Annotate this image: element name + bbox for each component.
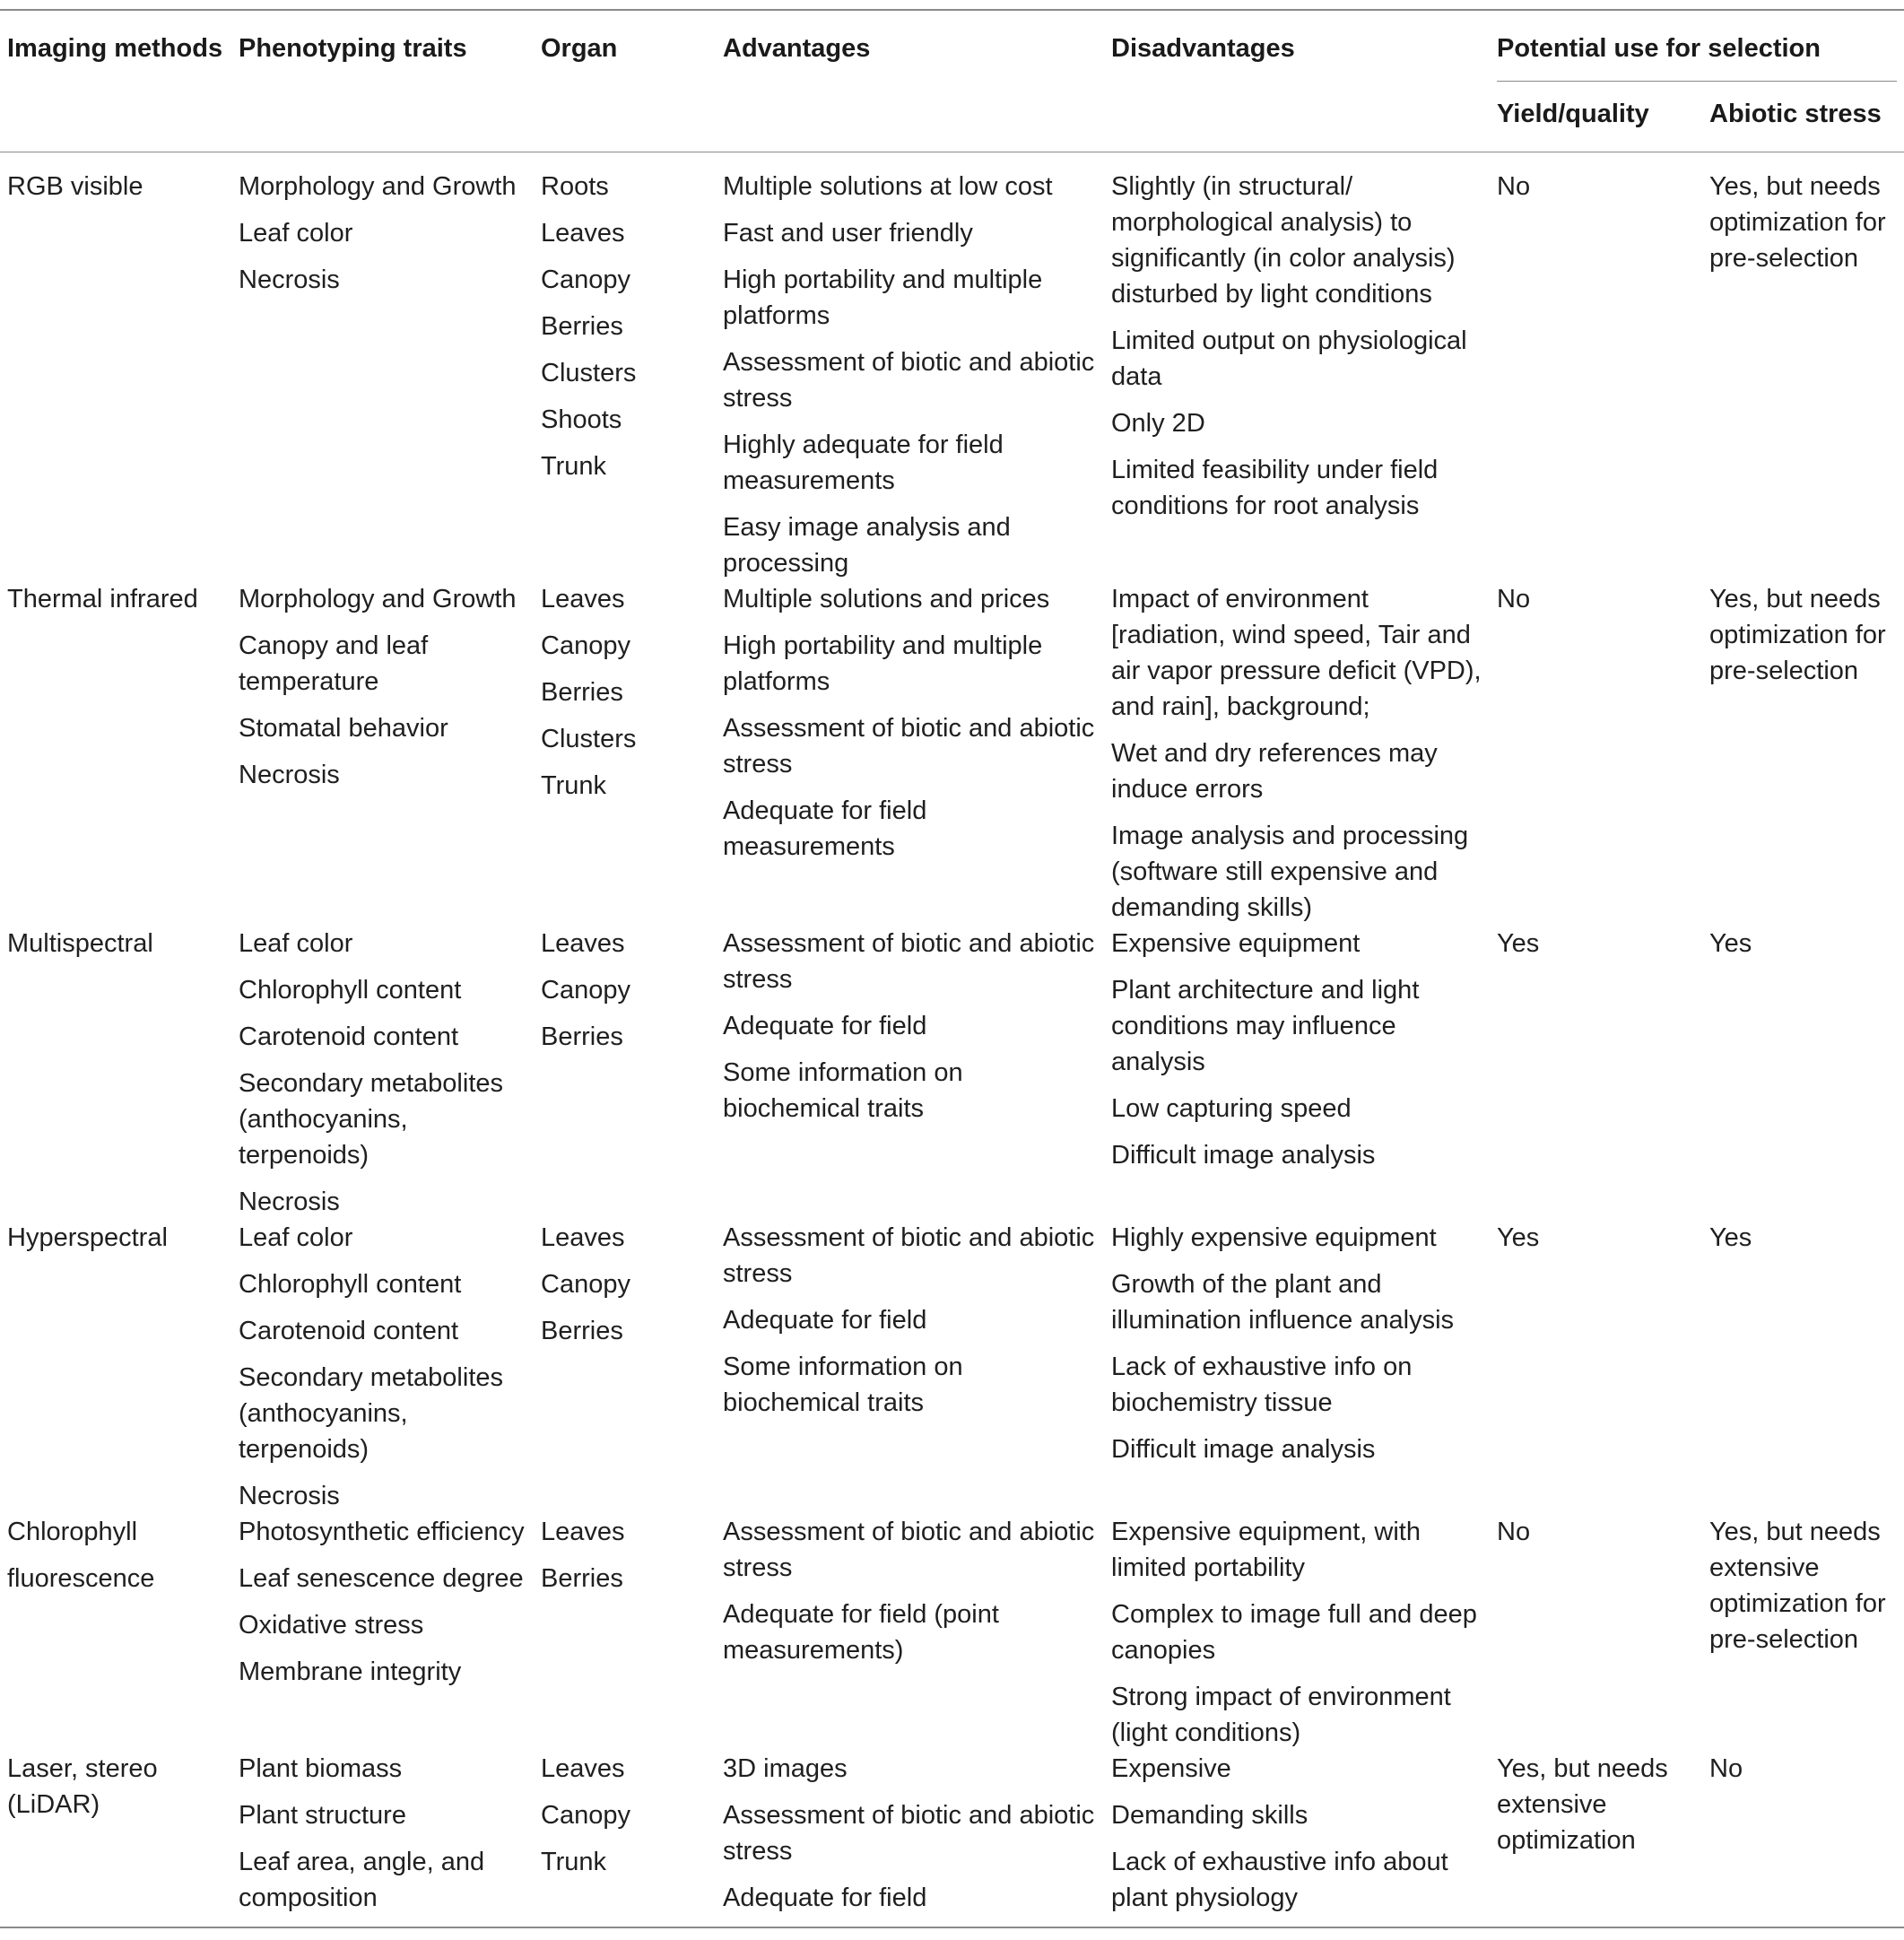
header-organ: Organ [541, 34, 618, 63]
cell-method-line: fluorescence [7, 1564, 155, 1593]
cell-organs [534, 152, 716, 582]
header-advantages: Advantages [723, 34, 871, 63]
cell-advantages [716, 1751, 1104, 1927]
cell-organs-line: Berries [541, 1564, 623, 1593]
cell-disadvantages-line: Growth of the plant and illumination influence analysis [1111, 1270, 1455, 1335]
cell-organs-line: Trunk [541, 1848, 607, 1876]
header-potential-use-label: Potential use for selection [1497, 30, 1897, 82]
cell-organs-line: Leaves [541, 585, 625, 613]
cell-organs-line: Trunk [541, 771, 607, 800]
cell-organs-line: Leaves [541, 1223, 625, 1252]
cell-abiotic-stress-value: Yes [1709, 1223, 1752, 1252]
cell-yield-quality [1490, 926, 1702, 1220]
cell-disadvantages [1104, 1220, 1490, 1514]
cell-organs-line: Trunk [541, 452, 607, 481]
cell-organs [534, 1220, 716, 1514]
cell-organs-line: Canopy [541, 265, 630, 294]
cell-disadvantages-line: Strong impact of environment (light conditions) [1111, 1683, 1451, 1747]
header-imaging-methods: Imaging methods [7, 34, 223, 63]
cell-organs [534, 1514, 716, 1751]
cell-traits-line: Necrosis [239, 1482, 340, 1510]
cell-yield-quality-value: Yes [1497, 1223, 1540, 1252]
cell-advantages [716, 152, 1104, 582]
cell-abiotic-stress [1702, 1751, 1904, 1927]
cell-abiotic-stress-value: Yes, but needs optimization for pre-selection [1709, 585, 1886, 685]
header-potential-use [1490, 10, 1904, 80]
cell-traits-line: Canopy and leaf temperature [239, 631, 429, 696]
cell-disadvantages-line: Complex to image full and deep canopies [1111, 1600, 1477, 1665]
cell-organs-line: Canopy [541, 976, 630, 1005]
cell-traits-line: Membrane integrity [239, 1657, 462, 1686]
cell-disadvantages-line: Image analysis and processing (software still expensive and demanding skills) [1111, 822, 1469, 922]
cell-abiotic-stress-value: No [1709, 1754, 1743, 1783]
cell-traits-line: Morphology and Growth [239, 172, 517, 201]
cell-traits-line: Plant biomass [239, 1754, 403, 1783]
cell-traits-line: Stomatal behavior [239, 714, 448, 743]
cell-yield-quality-value: No [1497, 172, 1531, 201]
cell-disadvantages-line: Limited feasibility under field conditions for root analysis [1111, 456, 1439, 520]
cell-disadvantages-line: Expensive equipment, with limited portability [1111, 1518, 1421, 1582]
cell-traits-line: Chlorophyll content [239, 1270, 462, 1299]
cell-traits-line: Carotenoid content [239, 1022, 459, 1051]
imaging-methods-table [0, 9, 1904, 1928]
table-body [0, 152, 1904, 1928]
cell-disadvantages-line: Lack of exhaustive info about plant physiology [1111, 1848, 1448, 1912]
cell-method-line: Laser, stereo (LiDAR) [7, 1754, 158, 1819]
cell-organs-line: Leaves [541, 1754, 625, 1783]
table-header [0, 10, 1904, 152]
cell-traits-line: Morphology and Growth [239, 585, 517, 613]
cell-yield-quality [1490, 1751, 1702, 1927]
table-row [0, 152, 1904, 582]
cell-organs-line: Berries [541, 312, 623, 341]
cell-advantages-line: Multiple solutions at low cost [723, 172, 1053, 201]
cell-yield-quality-value: Yes [1497, 929, 1540, 958]
cell-organs-line: Canopy [541, 631, 630, 660]
cell-advantages-line: High portability and multiple platforms [723, 265, 1043, 330]
cell-organs-line: Berries [541, 678, 623, 707]
cell-method [0, 581, 231, 926]
cell-disadvantages [1104, 926, 1490, 1220]
cell-method [0, 1751, 231, 1927]
cell-traits-line: Necrosis [239, 265, 340, 294]
cell-traits [231, 152, 534, 582]
cell-method-line: Hyperspectral [7, 1223, 168, 1252]
cell-advantages-line: Some information on biochemical traits [723, 1058, 963, 1123]
cell-abiotic-stress-value: Yes, but needs optimization for pre-selection [1709, 172, 1886, 273]
cell-advantages-line: Fast and user friendly [723, 219, 973, 248]
cell-advantages [716, 581, 1104, 926]
cell-traits-line: Secondary metabolites (anthocyanins, terpenoids) [239, 1069, 503, 1170]
cell-traits-line: Necrosis [239, 1187, 340, 1216]
cell-organs [534, 1751, 716, 1927]
cell-disadvantages [1104, 1514, 1490, 1751]
cell-advantages-line: Assessment of biotic and abiotic stress [723, 714, 1095, 779]
cell-disadvantages-line: Impact of environment [radiation, wind speed, Tair and air vapor pressure deficit (VPD), and rain], background; [1111, 585, 1482, 721]
cell-advantages-line: Adequate for field [723, 1012, 927, 1040]
table-row [0, 1220, 1904, 1514]
cell-advantages-line: Assessment of biotic and abiotic stress [723, 348, 1095, 413]
cell-organs-line: Canopy [541, 1801, 630, 1830]
cell-advantages [716, 1220, 1104, 1514]
cell-advantages-line: Easy image analysis and processing [723, 513, 1011, 578]
cell-organs-line: Canopy [541, 1270, 630, 1299]
cell-advantages [716, 1514, 1104, 1751]
cell-method-line: RGB visible [7, 172, 143, 201]
cell-advantages-line: Assessment of biotic and abiotic stress [723, 929, 1095, 994]
cell-disadvantages [1104, 581, 1490, 926]
cell-advantages-line: Adequate for field [723, 1883, 927, 1912]
cell-traits-line: Leaf senescence degree [239, 1564, 524, 1593]
cell-method [0, 926, 231, 1220]
cell-advantages-line: Highly adequate for field measurements [723, 431, 1004, 495]
cell-organs-line: Shoots [541, 405, 622, 434]
cell-abiotic-stress [1702, 581, 1904, 926]
table-row [0, 581, 1904, 926]
header-disadvantages: Disadvantages [1111, 34, 1295, 63]
cell-organs-line: Roots [541, 172, 609, 201]
cell-advantages-line: Adequate for field measurements [723, 796, 927, 861]
cell-traits-line: Leaf color [239, 929, 353, 958]
cell-disadvantages-line: Expensive equipment [1111, 929, 1361, 958]
cell-traits-line: Necrosis [239, 761, 340, 789]
cell-abiotic-stress [1702, 926, 1904, 1220]
cell-traits-line: Secondary metabolites (anthocyanins, terpenoids) [239, 1363, 503, 1464]
cell-abiotic-stress-value: Yes, but needs extensive optimization for pre-selection [1709, 1518, 1886, 1654]
cell-traits-line: Oxidative stress [239, 1611, 424, 1640]
cell-abiotic-stress [1702, 1514, 1904, 1751]
cell-advantages-line: 3D images [723, 1754, 848, 1783]
cell-traits [231, 926, 534, 1220]
cell-yield-quality-value: No [1497, 1518, 1531, 1546]
cell-method [0, 1220, 231, 1514]
cell-abiotic-stress-value: Yes [1709, 929, 1752, 958]
cell-disadvantages-line: Limited output on physiological data [1111, 326, 1467, 391]
cell-disadvantages [1104, 1751, 1490, 1927]
cell-traits-line: Leaf color [239, 1223, 353, 1252]
cell-disadvantages-line: Slightly (in structural/ morphological analysis) to significantly (in color analysis) disturbed by light conditions [1111, 172, 1456, 309]
cell-organs [534, 926, 716, 1220]
cell-organs-line: Clusters [541, 725, 637, 753]
cell-traits-line: Leaf color [239, 219, 353, 248]
cell-abiotic-stress [1702, 1220, 1904, 1514]
cell-advantages-line: Some information on biochemical traits [723, 1353, 963, 1417]
cell-traits [231, 581, 534, 926]
cell-organs-line: Berries [541, 1317, 623, 1345]
table-row [0, 1514, 1904, 1751]
cell-disadvantages-line: Demanding skills [1111, 1801, 1308, 1830]
table-row [0, 926, 1904, 1220]
header-abiotic-stress: Abiotic stress [1709, 100, 1882, 128]
cell-traits [231, 1751, 534, 1927]
cell-organs-line: Clusters [541, 359, 637, 387]
cell-advantages-line: Assessment of biotic and abiotic stress [723, 1223, 1095, 1288]
cell-advantages-line: Assessment of biotic and abiotic stress [723, 1518, 1095, 1582]
cell-traits-line: Photosynthetic efficiency [239, 1518, 525, 1546]
cell-disadvantages-line: Expensive [1111, 1754, 1231, 1783]
cell-advantages-line: Adequate for field [723, 1306, 927, 1335]
table-row [0, 1751, 1904, 1927]
cell-disadvantages-line: Highly expensive equipment [1111, 1223, 1437, 1252]
cell-method-line: Chlorophyll [7, 1518, 138, 1546]
cell-method [0, 1514, 231, 1751]
cell-abiotic-stress [1702, 152, 1904, 582]
cell-organs-line: Berries [541, 1022, 623, 1051]
cell-advantages-line: Assessment of biotic and abiotic stress [723, 1801, 1095, 1866]
cell-traits [231, 1220, 534, 1514]
cell-traits-line: Carotenoid content [239, 1317, 459, 1345]
cell-organs-line: Leaves [541, 1518, 625, 1546]
cell-method [0, 152, 231, 582]
cell-yield-quality-value: Yes, but needs extensive optimization [1497, 1754, 1668, 1855]
cell-disadvantages-line: Difficult image analysis [1111, 1435, 1376, 1464]
cell-yield-quality [1490, 152, 1702, 582]
cell-disadvantages-line: Only 2D [1111, 409, 1205, 438]
cell-advantages [716, 926, 1104, 1220]
cell-disadvantages-line: Wet and dry references may induce errors [1111, 739, 1438, 804]
imaging-methods-table-container [0, 9, 1904, 1928]
cell-organs-line: Leaves [541, 219, 625, 248]
cell-yield-quality [1490, 1220, 1702, 1514]
cell-method-line: Multispectral [7, 929, 153, 958]
cell-disadvantages-line: Plant architecture and light conditions may influence analysis [1111, 976, 1420, 1076]
cell-disadvantages [1104, 152, 1490, 582]
cell-disadvantages-line: Lack of exhaustive info on biochemistry tissue [1111, 1353, 1413, 1417]
cell-advantages-line: Multiple solutions and prices [723, 585, 1050, 613]
cell-traits [231, 1514, 534, 1751]
cell-organs [534, 581, 716, 926]
cell-traits-line: Plant structure [239, 1801, 406, 1830]
header-yield-quality: Yield/quality [1497, 100, 1649, 128]
cell-traits-line: Chlorophyll content [239, 976, 462, 1005]
cell-method-line: Thermal infrared [7, 585, 198, 613]
header-phenotyping-traits: Phenotyping traits [239, 34, 467, 63]
cell-yield-quality [1490, 581, 1702, 926]
cell-advantages-line: High portability and multiple platforms [723, 631, 1043, 696]
cell-organs-line: Leaves [541, 929, 625, 958]
cell-disadvantages-line: Difficult image analysis [1111, 1141, 1376, 1170]
cell-yield-quality-value: No [1497, 585, 1531, 613]
cell-disadvantages-line: Low capturing speed [1111, 1094, 1352, 1123]
cell-traits-line: Leaf area, angle, and composition [239, 1848, 485, 1912]
cell-advantages-line: Adequate for field (point measurements) [723, 1600, 999, 1665]
cell-yield-quality [1490, 1514, 1702, 1751]
